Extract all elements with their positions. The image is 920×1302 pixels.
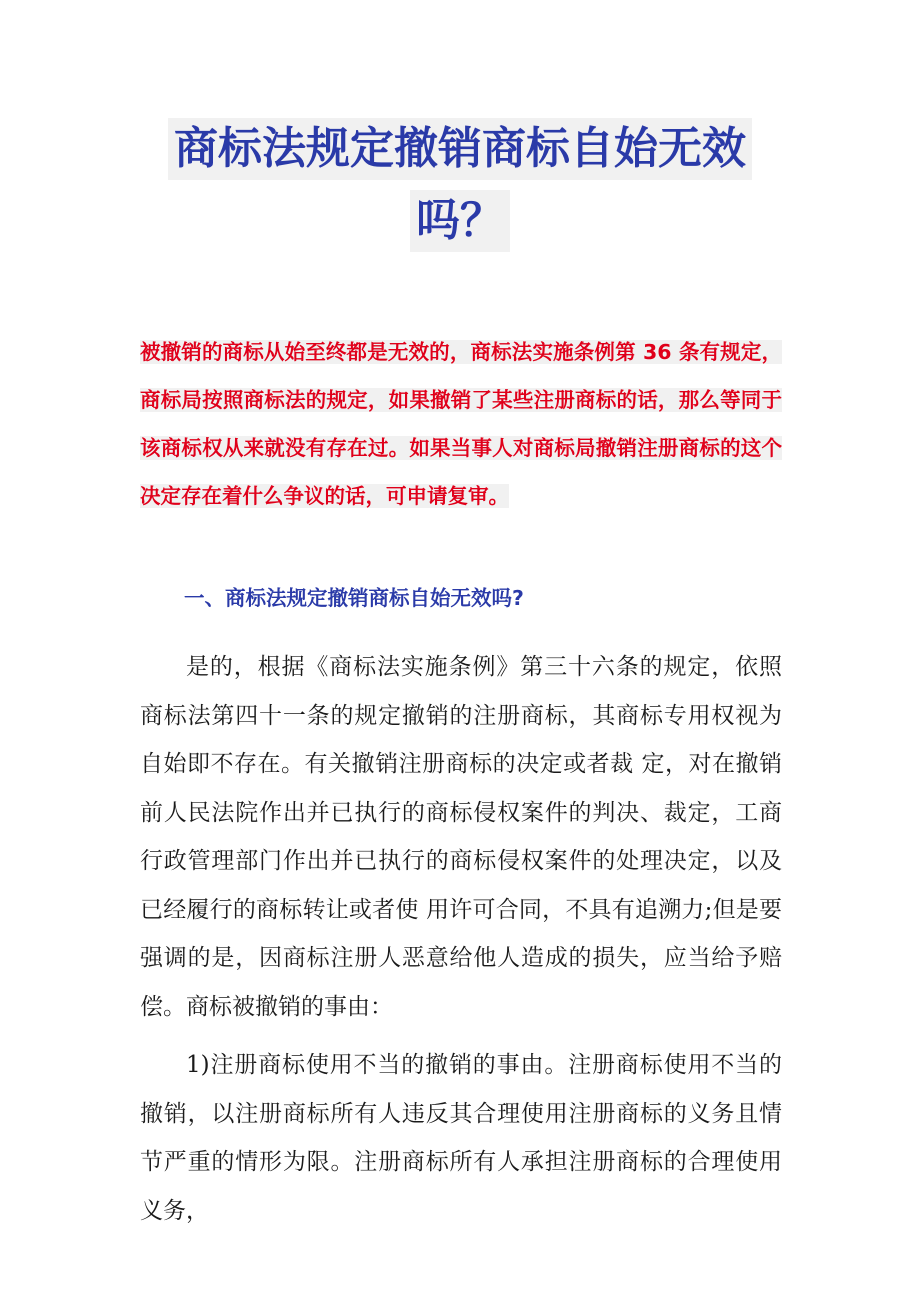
page-title	[140, 118, 780, 180]
body-paragraph-2: 1)注册商标使用不当的撤销的事由。注册商标使用不当的撤销，以注册商标所有人违反其合理使用注册商标的义务且情节严重的情形为限。注册商标所有人承担注册商标的合理使用义务，	[140, 1052, 782, 1224]
body-paragraph-1: 是的，根据《商标法实施条例》第三十六条的规定，依照商标法第四十一条的规定撤销的注册商标，其商标专用权视为自始即不存在。有关撤销注册商标的决定或者裁 定，对在撤销前人民法院作出并已执行的商标侵权案件的判决、裁定，工商行政管理部门作出并已执行的商标侵权案件的处理决定，以及已经履行的商标转让或者使 用许可合同，不具有追溯力;但是要强调的是，因商标注册人恶意给他人造成的损失，应当给予赔偿。商标被撤销的事由：	[140, 654, 782, 1020]
summary-paragraph	[140, 328, 782, 520]
page-title-continued	[140, 190, 780, 252]
section-heading: 一、商标法规定撤销商标自始无效吗?	[184, 586, 524, 610]
summary-text: 被撤销的商标从始至终都是无效的，商标法实施条例第 36 条有规定，商标局按照商标法的规定，如果撤销了某些注册商标的话，那么等同于该商标权从来就没有存在过。如果当事人对商标局撤销注册商标的这个决定存在着什么争议的话，可申请复审。	[140, 340, 782, 508]
page-title-line-2: 吗？	[410, 190, 510, 252]
page-title-line-1: 商标法规定撤销商标自始无效	[168, 118, 752, 180]
